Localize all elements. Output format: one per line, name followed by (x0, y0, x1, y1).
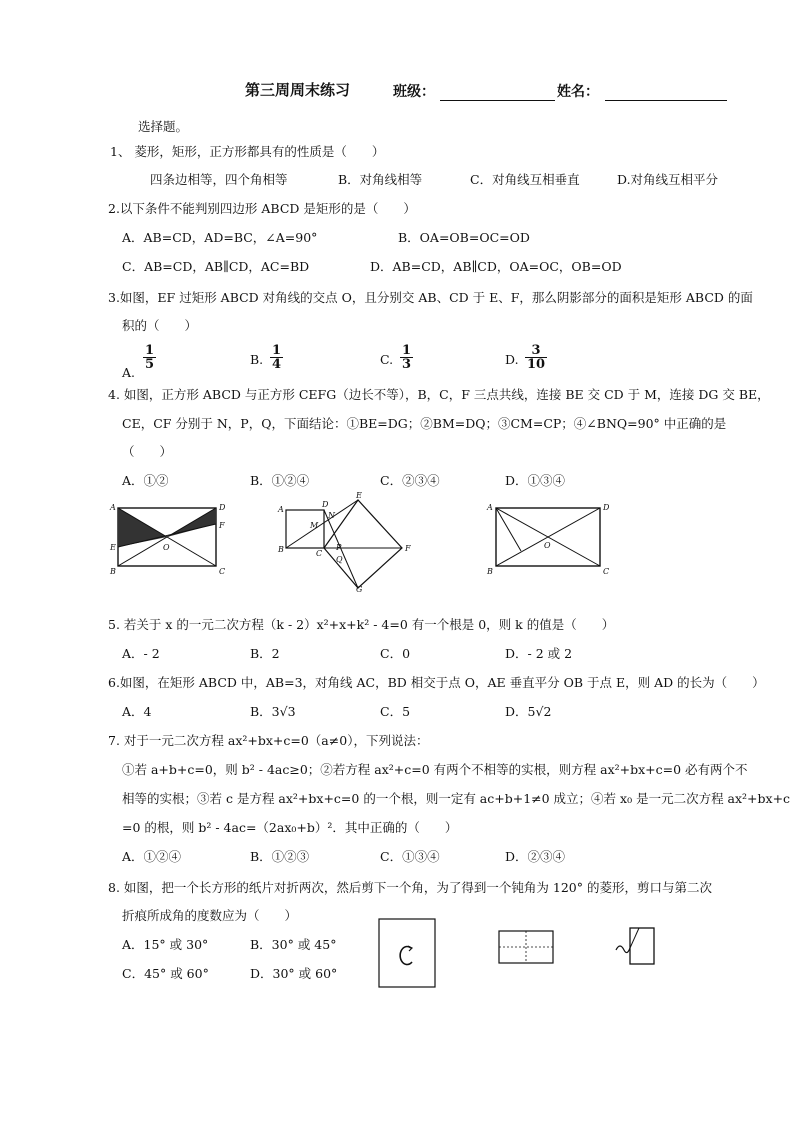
point-label-q: Q (336, 555, 343, 564)
name-blank[interactable] (605, 86, 727, 101)
q8-option-d: D．30° 或 60° (250, 966, 338, 981)
class-label: 班级： (393, 84, 435, 100)
q3-option-d-fraction (525, 344, 547, 371)
q4-option-d: D．①③④ (505, 473, 566, 488)
q6-stem: 6.如图，在矩形 ABCD 中，AB=3，对角线 AC，BD 相交于点 O，AE 垂直平分 OB 于点 E，则 AD 的长为（ ） (108, 675, 765, 690)
fraction-denominator: 5 (145, 357, 155, 372)
q7-stem: 7. 对于一元二次方程 ax²+bx+c=0（a≠0），下列说法： (108, 733, 429, 748)
q6-option-b: B．3√3 (250, 704, 296, 719)
fraction-denominator: 10 (527, 357, 546, 372)
q2-option-c: C．AB=CD，AB∥CD，AC=BD (122, 259, 310, 274)
q2-stem: 2.以下条件不能判别四边形 ABCD 是矩形的是（ ） (108, 201, 416, 216)
point-label-b: B (278, 545, 284, 554)
q5-option-b: B．2 (250, 646, 280, 661)
q4-option-a: A．①② (122, 473, 169, 488)
figure-q4-squares (278, 492, 418, 592)
q4-option-b: B．①②④ (250, 473, 310, 488)
point-label-d: D (219, 503, 226, 512)
point-label-m: M (310, 521, 319, 530)
point-label-c: C (603, 567, 610, 576)
q4-stem-line3: （ ） (122, 444, 173, 459)
q5-stem: 5. 若关于 x 的一元二次方程（k - 2）x²+x+k² - 4=0 有一个根是 0，则 k 的值是（ ） (108, 617, 615, 632)
q7-line2: 相等的实根；③若 c 是方程 ax²+bx+c=0 的一个根，则一定有 ac+b+1≠0 成立；④若 x₀ 是一元二次方程 ax²+bx+c (122, 791, 791, 806)
point-label-a: A (487, 503, 493, 512)
q7-option-a: A．①②④ (122, 849, 182, 864)
q6-option-c: C．5 (380, 704, 411, 719)
point-label-b: B (110, 567, 116, 576)
point-label-n: N (328, 511, 335, 520)
q2-option-b: B．OA=OB=OC=OD (398, 230, 530, 245)
q1-option-d: D.对角线互相平分 (617, 172, 719, 187)
name-label: 姓名： (557, 84, 599, 100)
point-label-b: B (487, 567, 493, 576)
q7-option-b: B．①②③ (250, 849, 310, 864)
class-blank[interactable] (440, 86, 555, 101)
q8-option-a: A．15° 或 30° (122, 937, 209, 952)
fraction-numerator: 1 (272, 343, 282, 358)
q4-option-c: C．②③④ (380, 473, 440, 488)
q8-option-b: B．30° 或 45° (250, 937, 337, 952)
q8-stem-line1: 8. 如图，把一个长方形的纸片对折两次，然后剪下一个角，为了得到一个钝角为 120° 的菱形，剪口与第二次 (108, 880, 712, 895)
fraction-numerator: 1 (402, 343, 412, 358)
figure-q3-rectangle (108, 500, 228, 580)
point-label-e: E (110, 543, 116, 552)
q7-option-d: D．②③④ (505, 849, 566, 864)
q1-option-b: B．对角线相等 (338, 172, 423, 187)
point-label-c: C (316, 549, 323, 558)
fraction-denominator: 3 (402, 357, 412, 372)
fraction-denominator: 4 (272, 357, 282, 372)
q3-option-a-fraction (143, 344, 156, 371)
figure-q8-cut-corner (612, 926, 658, 968)
page-title: 第三周周末练习 (245, 81, 351, 99)
fraction-numerator: 1 (145, 343, 155, 358)
q4-stem-line1: 4. 如图，正方形 ABCD 与正方形 CEFG（边长不等），B，C，F 三点共线，连接 BE 交 CD 于 M，连接 DG 交 BE， (108, 387, 770, 402)
q5-option-c: C．0 (380, 646, 411, 661)
point-label-c: C (219, 567, 226, 576)
q7-option-c: C．①③④ (380, 849, 440, 864)
q3-option-b-fraction (270, 344, 283, 371)
section-heading: 选择题。 (138, 119, 189, 134)
q3-option-c-letter: C. (380, 352, 394, 367)
q3-stem-line1: 3.如图，EF 过矩形 ABCD 对角线的交点 O，且分别交 AB、CD 于 E、F，那么阴影部分的面积是矩形 ABCD 的面 (108, 290, 753, 305)
q5-option-a: A．- 2 (122, 646, 160, 661)
point-label-a: A (110, 503, 116, 512)
q7-line3: =0 的根，则 b² - 4ac=（2ax₀+b）²．其中正确的（ ） (122, 820, 458, 835)
point-label-p: P (336, 543, 342, 552)
point-label-d: D (322, 500, 329, 509)
q7-line1: ①若 a+b+c=0，则 b² - 4ac≥0；②若方程 ax²+c=0 有两个不相等的实根，则方程 ax²+bx+c=0 必有两个不 (122, 762, 748, 777)
point-label-o: O (163, 543, 170, 552)
q6-option-d: D．5√2 (505, 704, 552, 719)
point-label-e: E (356, 491, 362, 500)
figure-q6-rectangle (484, 500, 614, 580)
scissors-icon (616, 946, 630, 953)
q2-option-a: A．AB=CD，AD=BC，∠A=90° (122, 230, 318, 245)
point-label-d: D (603, 503, 610, 512)
q4-stem-line2: CE，CF 分别于 N，P，Q，下面结论：①BE=DG；②BM=DQ；③CM=CP；④∠BNQ=90° 中正确的是 (122, 416, 727, 431)
figure-q8-paper-square (378, 918, 436, 988)
q1-stem: 1、 菱形，矩形，正方形都具有的性质是（ ） (110, 144, 385, 159)
q1-option-a: 四条边相等，四个角相等 (150, 172, 288, 187)
point-label-a: A (278, 505, 284, 514)
q3-option-d-letter: D. (505, 352, 519, 367)
q8-option-c: C．45° 或 60° (122, 966, 209, 981)
q1-option-c: C．对角线互相垂直 (470, 172, 580, 187)
point-label-o: O (544, 541, 551, 550)
q3-option-c-fraction (400, 344, 413, 371)
q3-option-a-letter: A. (122, 365, 136, 380)
point-label-f: F (219, 521, 225, 530)
q6-option-a: A．4 (122, 704, 152, 719)
point-label-f: F (405, 544, 411, 553)
q3-option-b-letter: B. (250, 352, 264, 367)
point-label-g: G (356, 585, 363, 594)
figure-q8-folded-rectangle (498, 930, 554, 966)
fraction-numerator: 3 (525, 344, 547, 358)
q5-option-d: D．- 2 或 2 (505, 646, 573, 661)
q8-stem-line2: 折痕所成角的度数应为（ ） (122, 908, 298, 923)
q3-stem-line2: 积的（ ） (122, 318, 198, 333)
q2-option-d: D．AB=CD，AB∥CD，OA=OC，OB=OD (370, 259, 622, 274)
